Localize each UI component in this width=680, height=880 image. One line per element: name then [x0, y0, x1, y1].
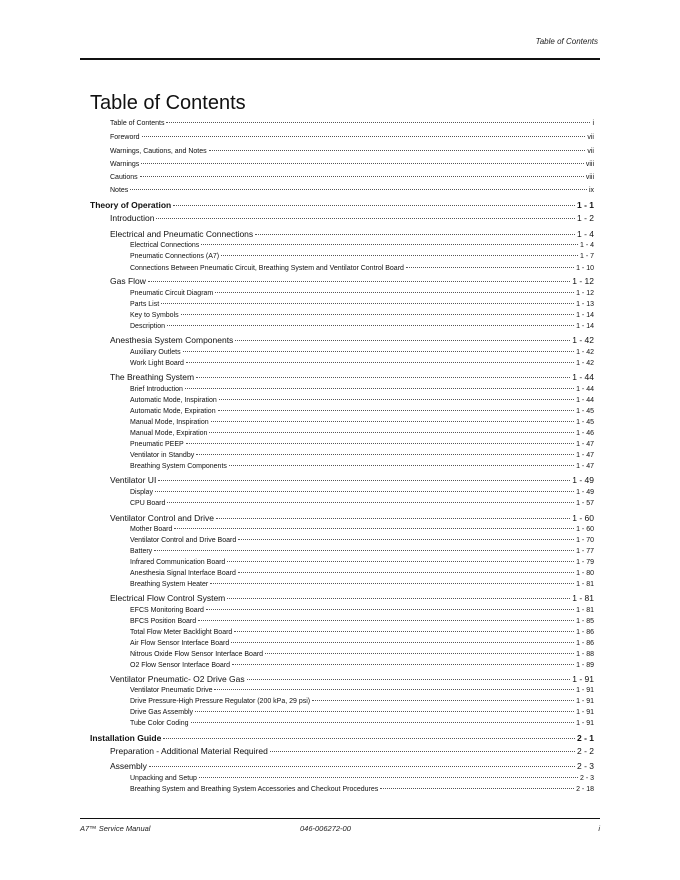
toc-leader-dots — [196, 377, 570, 378]
toc-entry-label: Electrical and Pneumatic Connections — [110, 229, 254, 239]
toc-entry-label: CPU Board — [130, 500, 166, 507]
toc-entry[interactable] — [130, 290, 594, 297]
toc-leader-dots — [229, 465, 574, 466]
toc-entry-page: 1 - 1 — [576, 200, 594, 210]
toc-entry-label: Drive Pressure-High Pressure Regulator (200 kPa, 29 psi) — [130, 698, 311, 705]
toc-entry[interactable] — [90, 733, 594, 743]
toc-entry[interactable] — [130, 786, 594, 793]
toc-entry[interactable] — [110, 134, 594, 141]
toc-entry-label: Pneumatic Circuit Diagram — [130, 290, 214, 297]
toc-leader-dots — [148, 281, 570, 282]
toc-entry[interactable] — [130, 430, 594, 437]
toc-entry-page: i — [592, 120, 594, 127]
toc-entry[interactable] — [130, 489, 594, 496]
toc-entry[interactable] — [130, 698, 594, 705]
toc-entry-page: 1 - 2 — [576, 213, 594, 223]
toc-entry[interactable] — [130, 662, 594, 669]
toc-entry-page: 1 - 80 — [576, 570, 594, 577]
toc-entry-page: viii — [585, 174, 594, 181]
toc-entry[interactable] — [130, 323, 594, 330]
toc-entry-page: 2 - 3 — [579, 775, 594, 782]
toc-entry[interactable] — [130, 775, 594, 782]
toc-entry[interactable] — [90, 200, 594, 210]
toc-entry[interactable] — [130, 559, 594, 566]
toc-entry-label: Foreword — [110, 134, 140, 141]
toc-entry-page: 1 - 10 — [576, 265, 594, 272]
footer-part-number: 046-006272-00 — [300, 824, 351, 833]
toc-entry-label: Warnings, Cautions, and Notes — [110, 148, 207, 155]
toc-entry[interactable] — [130, 301, 594, 308]
toc-leader-dots — [380, 788, 574, 789]
toc-leader-dots — [173, 205, 575, 206]
toc-leader-dots — [235, 340, 570, 341]
toc-leader-dots — [141, 163, 584, 164]
toc-entry[interactable] — [110, 161, 594, 168]
toc-entry[interactable] — [130, 463, 594, 470]
toc-entry-page: 1 - 91 — [576, 698, 594, 705]
toc-entry[interactable] — [130, 548, 594, 555]
toc-entry[interactable] — [130, 537, 594, 544]
toc-entry-label: Electrical Flow Control System — [110, 593, 226, 603]
toc-entry-label: Electrical Connections — [130, 242, 200, 249]
toc-entry[interactable] — [130, 452, 594, 459]
toc-leader-dots — [270, 751, 575, 752]
toc-entry[interactable] — [130, 618, 594, 625]
toc-entry[interactable] — [130, 709, 594, 716]
toc-entry[interactable] — [130, 570, 594, 577]
toc-entry-page: 1 - 7 — [579, 253, 594, 260]
toc-entry-page: 1 - 77 — [576, 548, 594, 555]
toc-leader-dots — [142, 136, 586, 137]
toc-entry-label: Ventilator Control and Drive — [110, 513, 214, 523]
toc-leader-dots — [238, 539, 574, 540]
toc-entry-page: 1 - 81 — [572, 593, 594, 603]
toc-entry-label: Pneumatic PEEP — [130, 441, 184, 448]
toc-entry[interactable] — [110, 674, 594, 684]
toc-leader-dots — [221, 255, 578, 256]
toc-entry-page: 1 - 42 — [572, 335, 594, 345]
toc-entry-page: 2 - 2 — [576, 746, 594, 756]
toc-leader-dots — [154, 550, 574, 551]
toc-entry-label: Battery — [130, 548, 153, 555]
toc-entry-page: 1 - 91 — [576, 720, 594, 727]
toc-leader-dots — [209, 150, 586, 151]
toc-entry-page: 1 - 13 — [576, 301, 594, 308]
toc-entry[interactable] — [130, 651, 594, 658]
toc-entry[interactable] — [110, 120, 594, 127]
toc-entry[interactable] — [130, 253, 594, 260]
toc-entry-page: 1 - 91 — [576, 709, 594, 716]
toc-entry-page: 1 - 89 — [576, 662, 594, 669]
toc-leader-dots — [219, 399, 574, 400]
toc-entry-label: Description — [130, 323, 166, 330]
toc-entry-page: 1 - 47 — [576, 441, 594, 448]
toc-entry[interactable] — [130, 408, 594, 415]
toc-leader-dots — [206, 609, 574, 610]
toc-leader-dots — [149, 766, 575, 767]
toc-entry-label: Unpacking and Setup — [130, 775, 197, 782]
toc-entry-label: Installation Guide — [90, 733, 162, 743]
toc-entry-label: Work Light Board — [130, 360, 184, 367]
toc-entry[interactable] — [130, 265, 594, 272]
toc-leader-dots — [167, 325, 574, 326]
toc-entry-page: 1 - 49 — [572, 475, 594, 485]
toc-entry-page: 1 - 79 — [576, 559, 594, 566]
toc-leader-dots — [185, 388, 574, 389]
toc-leader-dots — [234, 631, 574, 632]
toc-entry-label: Parts List — [130, 301, 160, 308]
toc-entry[interactable] — [110, 174, 594, 181]
toc-leader-dots — [196, 454, 574, 455]
toc-entry[interactable] — [110, 746, 594, 756]
toc-entry-page: 1 - 86 — [576, 629, 594, 636]
toc-entry[interactable] — [130, 629, 594, 636]
toc-entry-page: 2 - 18 — [576, 786, 594, 793]
toc-entry-label: Preparation - Additional Material Required — [110, 746, 268, 756]
toc-leader-dots — [227, 561, 574, 562]
toc-leader-dots — [161, 303, 574, 304]
toc-entry-label: Assembly — [110, 761, 147, 771]
toc-entry-page: 1 - 60 — [572, 513, 594, 523]
toc-entry-page: 1 - 45 — [576, 408, 594, 415]
toc-entry-label: Drive Gas Assembly — [130, 709, 194, 716]
toc-entry-label: Tube Color Coding — [130, 720, 189, 727]
toc-entry-page: 1 - 47 — [576, 452, 594, 459]
toc-entry-label: Breathing System Heater — [130, 581, 209, 588]
toc-leader-dots — [211, 421, 574, 422]
toc-entry[interactable] — [110, 187, 594, 194]
toc-entry-label: Ventilator UI — [110, 475, 157, 485]
toc-leader-dots — [214, 689, 574, 690]
toc-entry[interactable] — [110, 513, 594, 523]
toc-leader-dots — [231, 642, 574, 643]
toc-leader-dots — [130, 189, 587, 190]
toc-leader-dots — [255, 234, 575, 235]
toc-leader-dots — [167, 502, 574, 503]
toc-leader-dots — [265, 653, 574, 654]
toc-entry-label: Mother Board — [130, 526, 173, 533]
toc-leader-dots — [218, 410, 574, 411]
toc-entry-page: 1 - 42 — [576, 349, 594, 356]
toc-entry[interactable] — [130, 397, 594, 404]
toc-entry[interactable] — [110, 761, 594, 771]
toc-entry-label: Theory of Operation — [90, 200, 172, 210]
toc-entry[interactable] — [110, 475, 594, 485]
toc-entry-label: The Breathing System — [110, 372, 195, 382]
toc-leader-dots — [312, 700, 574, 701]
toc-entry-page: 1 - 44 — [572, 372, 594, 382]
toc-entry[interactable] — [130, 687, 594, 694]
bottom-rule — [80, 818, 600, 819]
toc-leader-dots — [209, 432, 574, 433]
toc-entry-label: Ventilator in Standby — [130, 452, 195, 459]
toc-entry-page: 2 - 3 — [576, 761, 594, 771]
toc-entry-label: Manual Mode, Expiration — [130, 430, 208, 437]
toc-entry-page: 1 - 46 — [576, 430, 594, 437]
footer-page-number: i — [598, 824, 600, 833]
toc-leader-dots — [181, 314, 574, 315]
toc-entry-label: Air Flow Sensor Interface Board — [130, 640, 230, 647]
toc-leader-dots — [158, 480, 570, 481]
toc-entry-page: 1 - 44 — [576, 397, 594, 404]
toc-entry-page: 2 - 1 — [576, 733, 594, 743]
toc-entry-page: 1 - 14 — [576, 323, 594, 330]
toc-entry[interactable] — [110, 229, 594, 239]
toc-entry-label: Brief Introduction — [130, 386, 183, 393]
toc-leader-dots — [215, 292, 574, 293]
toc-entry-page: 1 - 4 — [576, 229, 594, 239]
toc-leader-dots — [166, 122, 590, 123]
toc-entry[interactable] — [130, 500, 594, 507]
toc-entry-label: BFCS Position Board — [130, 618, 197, 625]
toc-entry-page: 1 - 81 — [576, 607, 594, 614]
toc-entry[interactable] — [130, 386, 594, 393]
toc-leader-dots — [216, 518, 570, 519]
toc-entry-page: 1 - 91 — [572, 674, 594, 684]
toc-entry[interactable] — [130, 312, 594, 319]
toc-leader-dots — [183, 351, 575, 352]
toc-entry-label: Nitrous Oxide Flow Sensor Interface Board — [130, 651, 264, 658]
toc-entry[interactable] — [130, 581, 594, 588]
footer-manual-title: A7™ Service Manual — [80, 824, 151, 833]
toc-leader-dots — [201, 244, 578, 245]
toc-leader-dots — [199, 777, 578, 778]
toc-leader-dots — [155, 491, 574, 492]
top-rule — [80, 58, 600, 60]
toc-entry-page: ix — [588, 187, 594, 194]
toc-entry[interactable] — [110, 372, 594, 382]
toc-leader-dots — [227, 598, 570, 599]
page-title: Table of Contents — [90, 92, 246, 114]
toc-entry-label: Key to Symbols — [130, 312, 179, 319]
toc-entry[interactable] — [130, 242, 594, 249]
toc-leader-dots — [238, 572, 574, 573]
toc-entry-page: 1 - 12 — [576, 290, 594, 297]
toc-entry-label: Pneumatic Connections (A7) — [130, 253, 220, 260]
toc-entry[interactable] — [110, 213, 594, 223]
toc-entry-label: Connections Between Pneumatic Circuit, Breathing System and Ventilator Control Board — [130, 265, 404, 272]
toc-leader-dots — [232, 664, 574, 665]
toc-entry[interactable] — [130, 360, 594, 367]
toc-entry-page: 1 - 49 — [576, 489, 594, 496]
toc-entry-page: 1 - 44 — [576, 386, 594, 393]
toc-entry-label: O2 Flow Sensor Interface Board — [130, 662, 230, 669]
toc-entry-page: 1 - 57 — [576, 500, 594, 507]
toc-leader-dots — [210, 583, 574, 584]
toc-entry-label: Auxiliary Outlets — [130, 349, 181, 356]
toc-entry-page: 1 - 47 — [576, 463, 594, 470]
toc-entry-label: Table of Contents — [110, 120, 165, 127]
toc-entry-page: 1 - 88 — [576, 651, 594, 658]
toc-entry[interactable] — [130, 526, 594, 533]
toc-entry-label: Warnings — [110, 161, 140, 168]
toc-entry-page: 1 - 86 — [576, 640, 594, 647]
toc-entry-label: Ventilator Control and Drive Board — [130, 537, 237, 544]
toc-entry[interactable] — [130, 441, 594, 448]
toc-entry-label: Ventilator Pneumatic Drive — [130, 687, 213, 694]
toc-leader-dots — [156, 218, 575, 219]
toc-entry-page: 1 - 42 — [576, 360, 594, 367]
toc-entry-label: Infrared Communication Board — [130, 559, 226, 566]
toc-leader-dots — [140, 176, 584, 177]
toc-entry[interactable] — [130, 640, 594, 647]
toc-leader-dots — [195, 711, 574, 712]
toc-entry-page: 1 - 14 — [576, 312, 594, 319]
toc-entry-page: 1 - 70 — [576, 537, 594, 544]
toc-entry-page: 1 - 60 — [576, 526, 594, 533]
toc-leader-dots — [191, 722, 575, 723]
toc-leader-dots — [247, 679, 571, 680]
toc-leader-dots — [406, 267, 574, 268]
toc-leader-dots — [186, 443, 574, 444]
toc-entry-label: EFCS Monitoring Board — [130, 607, 204, 614]
toc-entry-label: Automatic Mode, Expiration — [130, 408, 216, 415]
toc-entry-page: vii — [587, 148, 594, 155]
toc-entry[interactable] — [110, 593, 594, 603]
toc-entry[interactable] — [110, 335, 594, 345]
toc-entry-label: Breathing System and Breathing System Accessories and Checkout Procedures — [130, 786, 379, 793]
toc-entry-page: 1 - 81 — [576, 581, 594, 588]
toc-entry-label: Introduction — [110, 213, 155, 223]
toc-leader-dots — [174, 528, 574, 529]
toc-entry-label: Breathing System Components — [130, 463, 227, 470]
toc-entry-label: Manual Mode, Inspiration — [130, 419, 209, 426]
toc-entry-page: 1 - 85 — [576, 618, 594, 625]
toc-entry-page: vii — [587, 134, 594, 141]
toc-entry[interactable] — [130, 419, 594, 426]
toc-entry-page: 1 - 12 — [572, 276, 594, 286]
toc-entry-label: Notes — [110, 187, 129, 194]
toc-entry[interactable] — [110, 148, 594, 155]
toc-entry[interactable] — [130, 607, 594, 614]
toc-entry-label: Cautions — [110, 174, 138, 181]
toc-entry-label: Anesthesia System Components — [110, 335, 234, 345]
toc-entry-page: viii — [585, 161, 594, 168]
toc-entry-label: Gas Flow — [110, 276, 146, 286]
toc-entry[interactable] — [130, 349, 594, 356]
toc-leader-dots — [163, 738, 575, 739]
toc-entry-page: 1 - 4 — [579, 242, 594, 249]
toc-entry-label: Automatic Mode, Inspiration — [130, 397, 217, 404]
toc-entry[interactable] — [110, 276, 594, 286]
toc-entry-page: 1 - 45 — [576, 419, 594, 426]
running-head: Table of Contents — [535, 37, 598, 46]
toc-entry-page: 1 - 91 — [576, 687, 594, 694]
toc-entry-label: Display — [130, 489, 153, 496]
toc-entry-label: Anesthesia Signal Interface Board — [130, 570, 236, 577]
toc-entry-label: Total Flow Meter Backlight Board — [130, 629, 233, 636]
toc-leader-dots — [198, 620, 574, 621]
toc-leader-dots — [186, 362, 574, 363]
toc-entry-label: Ventilator Pneumatic- O2 Drive Gas — [110, 674, 245, 684]
toc-entry[interactable] — [130, 720, 594, 727]
